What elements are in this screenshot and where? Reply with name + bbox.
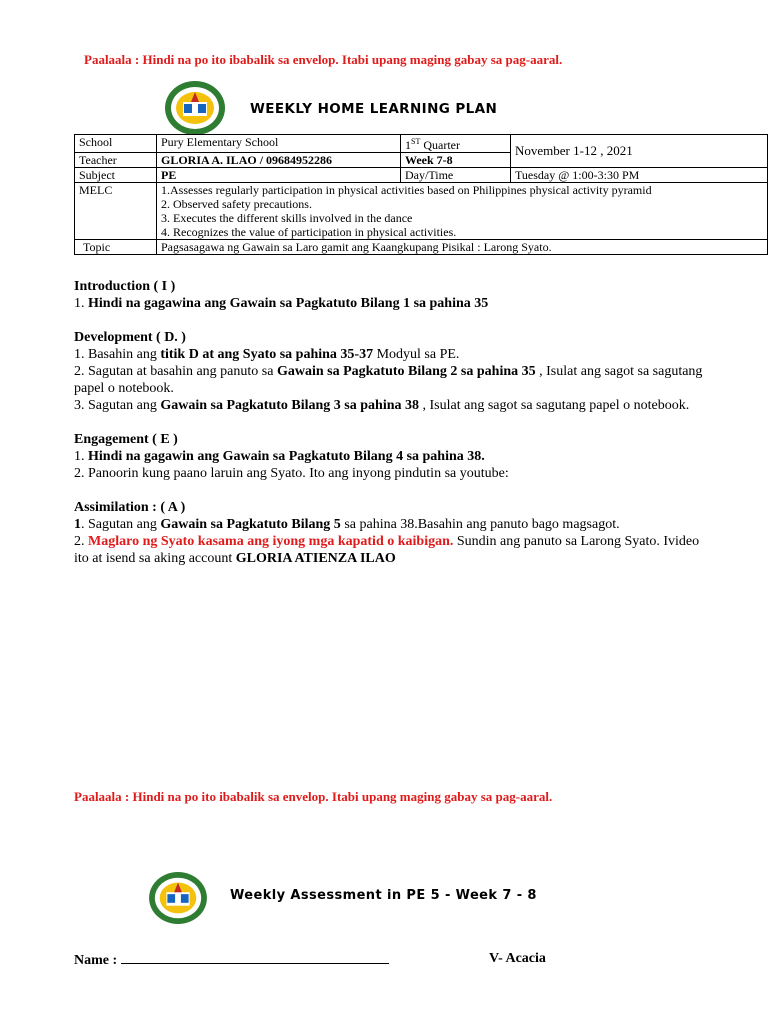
dev-heading: Development ( D. ) bbox=[74, 330, 186, 345]
topic-label: Topic bbox=[75, 240, 157, 255]
reminder-note: Paalaala : Hindi na po ito ibabalik sa envelop. Itabi upang maging gabay sa pag-aaral. bbox=[84, 52, 563, 67]
subject-value: PE bbox=[157, 168, 401, 183]
school-logo bbox=[146, 871, 210, 925]
table-row bbox=[75, 240, 768, 255]
melc-list bbox=[157, 183, 768, 240]
subject-label: Subject bbox=[75, 168, 157, 183]
daytime-value: Tuesday @ 1:00-3:30 PM bbox=[511, 168, 768, 183]
dev-item: 1. Basahin ang titik D at ang Syato sa pahina 35-37 Modyul sa PE. bbox=[74, 347, 460, 362]
table-row bbox=[75, 135, 768, 153]
dev-item: 2. Sagutan at basahin ang panuto sa Gawain sa Pagkatuto Bilang 2 sa pahina 35 , Isulat ang sagot sa sagutang papel o notebook. bbox=[74, 364, 703, 396]
school-value: Pury Elementary School bbox=[157, 135, 401, 153]
name-label: Name : bbox=[74, 953, 121, 968]
teacher-label: Teacher bbox=[75, 153, 157, 168]
melc-item: 1.Assesses regularly participation in physical activities based on Philippines physical activity pyramid bbox=[161, 183, 652, 197]
eng-item: 1. Hindi na gagawin ang Gawain sa Pagkatuto Bilang 4 sa pahina 38. bbox=[74, 449, 485, 464]
name-row bbox=[74, 951, 389, 969]
reminder-note-bottom: Paalaala : Hindi na po ito ibabalik sa envelop. Itabi upang maging gabay sa pag-aaral. bbox=[74, 789, 553, 804]
table-row bbox=[75, 183, 768, 240]
quarter-cell bbox=[401, 135, 511, 153]
quarter-word: Quarter bbox=[420, 138, 460, 152]
teacher-value: GLORIA A. ILAO / 09684952286 bbox=[157, 153, 401, 168]
assim-item: 2. Maglaro ng Syato kasama ang iyong mga kapatid o kaibigan. Sundin ang panuto sa Larong Syato. Ivideo ito at isend sa aking account GLORIA ATIENZA ILAO bbox=[74, 534, 700, 566]
eng-item: 2. Panoorin kung paano laruin ang Syato. Ito ang inyong pindutin sa youtube: bbox=[74, 466, 509, 481]
assim-item: 1. Sagutan ang Gawain sa Pagkatuto Bilang 5 sa pahina 38.Basahin ang panuto bago magsagot. bbox=[74, 517, 620, 532]
quarter-number: 1 bbox=[405, 138, 411, 152]
section-label: V- Acacia bbox=[489, 951, 546, 966]
plan-title: WEEKLY HOME LEARNING PLAN bbox=[250, 101, 498, 117]
daytime-label: Day/Time bbox=[401, 168, 511, 183]
week-value: Week 7-8 bbox=[401, 153, 511, 168]
assim-heading: Assimilation : ( A ) bbox=[74, 500, 186, 515]
dev-item: 3. Sagutan ang Gawain sa Pagkatuto Bilang 3 sa pahina 38 , Isulat ang sagot sa sagutang papel o notebook. bbox=[74, 398, 690, 413]
melc-item: 3. Executes the different skills involved in the dance bbox=[161, 211, 413, 225]
school-logo bbox=[164, 80, 226, 136]
lesson-body bbox=[74, 278, 734, 567]
name-input-line[interactable] bbox=[121, 951, 389, 964]
topic-value: Pagsasagawa ng Gawain sa Laro gamit ang Kaangkupang Pisikal : Larong Syato. bbox=[157, 240, 768, 255]
intro-heading: Introduction ( I ) bbox=[74, 279, 176, 294]
info-table bbox=[74, 134, 768, 255]
eng-heading: Engagement ( E ) bbox=[74, 432, 178, 447]
quarter-suffix: ST bbox=[411, 137, 421, 146]
table-row bbox=[75, 168, 768, 183]
date-range: November 1-12 , 2021 bbox=[511, 135, 768, 168]
melc-label: MELC bbox=[75, 183, 157, 240]
melc-item: 4. Recognizes the value of participation in physical activities. bbox=[161, 225, 457, 239]
melc-item: 2. Observed safety precautions. bbox=[161, 197, 312, 211]
school-label: School bbox=[75, 135, 157, 153]
intro-item: 1. Hindi na gagawina ang Gawain sa Pagkatuto Bilang 1 sa pahina 35 bbox=[74, 296, 489, 311]
assessment-title: Weekly Assessment in PE 5 - Week 7 - 8 bbox=[230, 888, 537, 903]
